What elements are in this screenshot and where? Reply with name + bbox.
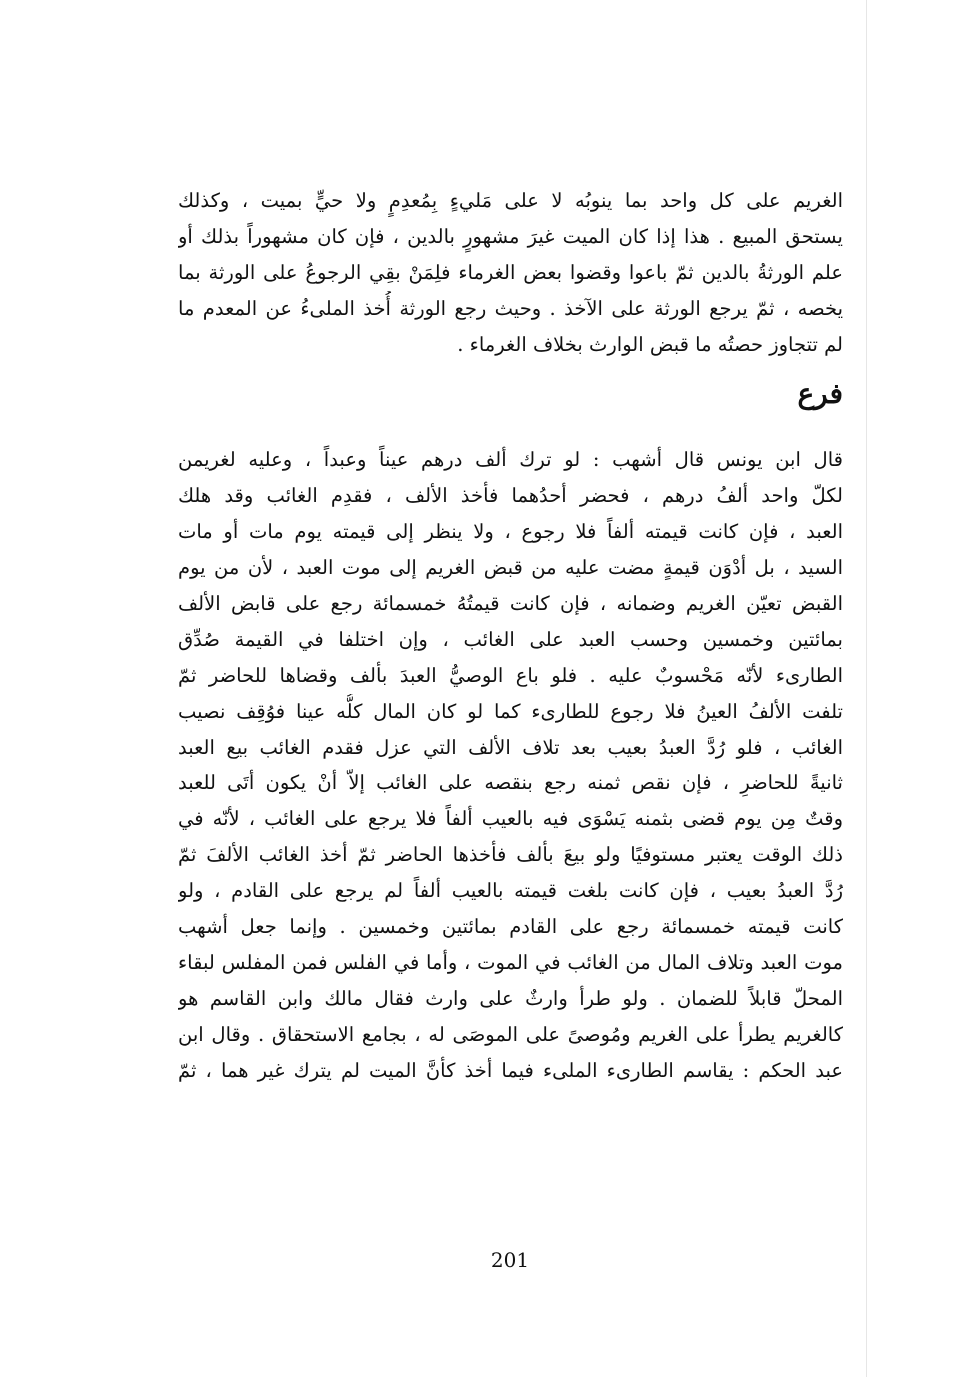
text-line: لكلّ واحد ألفُ درهم ، فحضر أحدُهما فأخذ الألف ، فقدِم الغائب وقد هلك [178, 484, 843, 508]
text-line: وقتٌ مِن يوم قضى بثمنه يَسْوَى فيه بالعيب ألفاً فلا يرجع على الغائب ، لأنّه في [178, 807, 843, 831]
text-line: موت العبد وتلاف المال من الغائب في الموت ، وأما في الفلس فمن المفلس لبقاء [178, 950, 843, 974]
text-line: لم تتجاوز حصتُه ما قبض الوارث بخلاف الغرماء . [457, 332, 843, 356]
text-line: بمائتين وخمسين وحسب العبد على الغائب ، وإن اختلفا في القيمة صُدِّق [178, 627, 843, 651]
text-line: السيد ، بل أدْوَن قيمةٍ مضت عليه من قبض الغريم إلى موت العبد ، لأن من يوم [178, 556, 843, 580]
text-line: ثانيةً للحاضرِ ، فإن نقص ثمنه رجع بنقصه على الغائب إلاّ أنْ يكون أتَى للعبد [178, 771, 843, 795]
spacer [178, 430, 843, 442]
paragraph-1 [178, 183, 843, 362]
section-heading: فرع [797, 377, 843, 411]
text-line: ذلك الوقت يعتبر مستوفيًا ولو بيعَ بألف فأخذها الحاضر ثمّ أخذ الغائب الألفَ ثمّ [178, 843, 843, 867]
text-line: العبد ، فإن كانت قيمته ألفاً فلا رجوع ، ولا ينظر إلى قيمته يوم مات أو مات [178, 520, 843, 544]
page-number: 201 [490, 1248, 530, 1272]
text-line: كالغريم يطرأ على الغريم ومُوصىً على الموصَى له ، بجامع الاستحقاق . وقال ابن [178, 1022, 843, 1046]
scan-edge-line [866, 0, 867, 1377]
page-body [178, 183, 843, 1088]
text-line: رُدَّ العبدُ بعيب ، فإن كانت بلغت قيمته بالعيب ألفاً لم يرجع على القادم ، ولو [178, 879, 843, 903]
text-line: قال ابن يونس قال أشهب : لو ترك ألف درهم عيناً وعبداً ، وعليه لغريمن [178, 448, 843, 472]
text-line: المحلّ قابلاً للضمان . ولو طرأ وارثٌ على وارث فقال مالك وابن القاسم هو [178, 986, 843, 1010]
text-line: تلفت الألفُ العينُ فلا رجوع للطارىء كما لو كان المال كلُّه عينا فوُقِف نصيب [178, 699, 843, 723]
text-line: كانت قيمته خمسمائة رجع على القادم بمائتين وخمسين . وإنما جعل أشهب [178, 915, 843, 939]
paragraph-2 [178, 442, 843, 1088]
text-line: القبض تعيّن الغريم وضمانه ، فإن كانت قيمتُهُ خمسمائة رجع على قابض الألف [178, 592, 843, 616]
text-line: الغريم على كل واحد بما ينوبُه لا على مَليءٍ بِمُعدِمٍ ولا حيٍّ بميت ، وكذلك [178, 189, 843, 212]
text-line: علم الورثةُ بالدين ثمّ باعوا وقضوا بعض الغرماء فلِمَنْ بقِي الرجوعُ على الورثة بما [178, 260, 843, 284]
text-line: عبد الحكم : يقاسم الطارىء الملىء فيما أخذ كأنَّ الميت لم يترك غير هما ، ثمّ [178, 1058, 843, 1082]
text-line: يخصه ، ثمّ يرجع الورثة على الآخذ . وحيث رجع الورثة أُخذ الملىءُ عن المعدم ما [178, 296, 843, 320]
text-line: الطارىء لأنّه مَحْسوبٌ عليه . فلو باع الوصيُّ العبدَ بألف وقضاها للحاضر ثمّ [178, 663, 843, 687]
text-line: الغائب ، فلو رُدَّ العبدُ بعيب بعد تلاف الألف التي عزل فقدم الغائب بيع العبد [178, 735, 843, 759]
text-line: يستحق المبيع . هذا إذا كان الميت غيرَ مشهورٍ بالدين ، فإن كان مشهوراً بذلك أو [178, 224, 843, 248]
